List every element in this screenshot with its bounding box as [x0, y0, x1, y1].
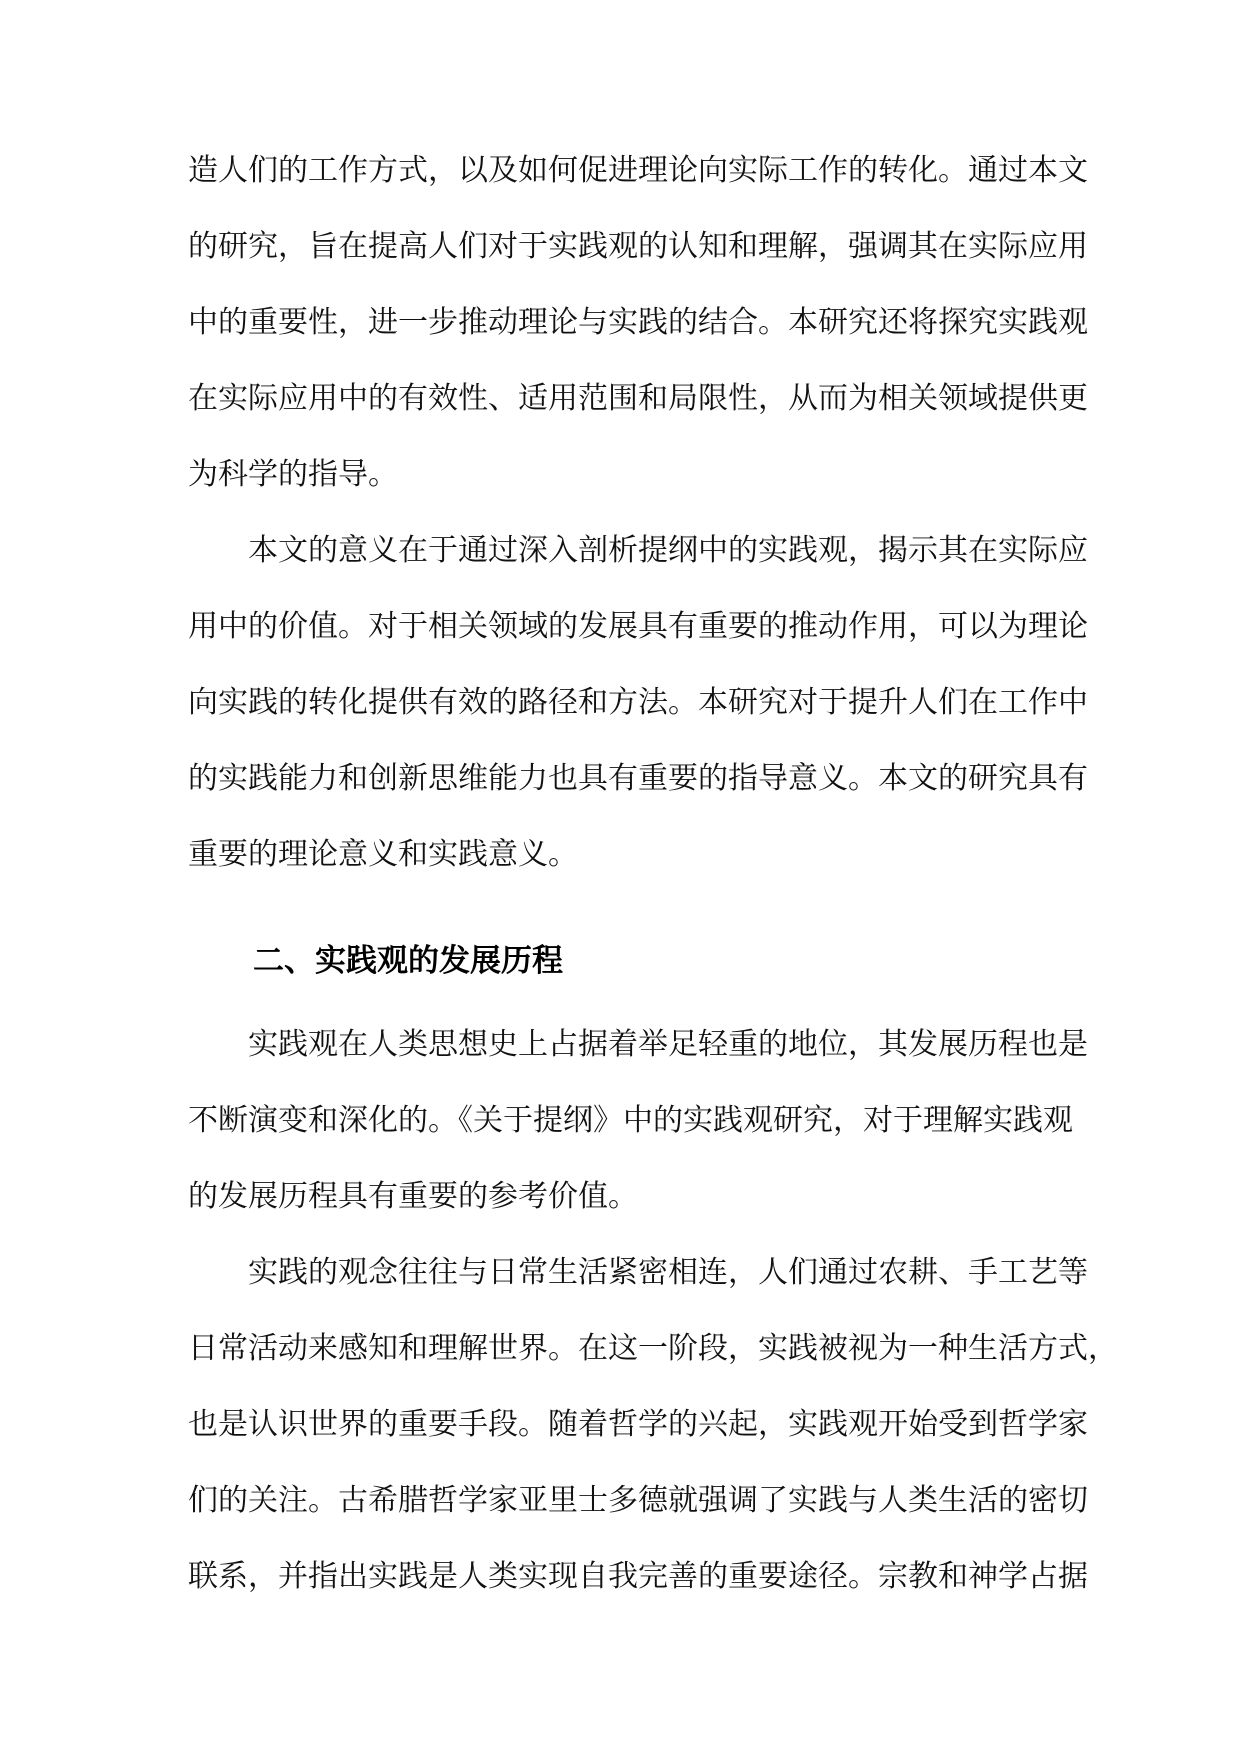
paragraph-1-line-2: 的研究，旨在提高人们对于实践观的认知和理解，强调其在实际应用: [188, 229, 1088, 264]
paragraph-4-line-5: 联系，并指出实践是人类实现自我完善的重要途径。宗教和神学占据: [188, 1559, 1088, 1594]
paragraph-4-line-3: 也是认识世界的重要手段。随着哲学的兴起，实践观开始受到哲学家: [188, 1407, 1088, 1442]
paragraph-3-line-2: 不断演变和深化的。《关于提纲》中的实践观研究，对于理解实践观: [188, 1103, 1073, 1138]
paragraph-2-line-5: 重要的理论意义和实践意义。: [188, 837, 578, 872]
paragraph-1-line-1: 造人们的工作方式，以及如何促进理论向实际工作的转化。通过本文: [188, 153, 1088, 188]
section-heading: 二、实践观的发展历程: [253, 943, 563, 979]
paragraph-3-line-1: 实践观在人类思想史上占据着举足轻重的地位，其发展历程也是: [248, 1027, 1088, 1062]
paragraph-3-line-3: 的发展历程具有重要的参考价值。: [188, 1179, 638, 1214]
paragraph-2-line-3: 向实践的转化提供有效的路径和方法。本研究对于提升人们在工作中: [188, 685, 1088, 720]
paragraph-4-line-4: 们的关注。古希腊哲学家亚里士多德就强调了实践与人类生活的密切: [188, 1483, 1088, 1518]
paragraph-4-line-2: 日常活动来感知和理解世界。在这一阶段，实践被视为一种生活方式，: [188, 1331, 1118, 1366]
paragraph-2-line-2: 用中的价值。对于相关领域的发展具有重要的推动作用，可以为理论: [188, 609, 1088, 644]
paragraph-1-line-4: 在实际应用中的有效性、适用范围和局限性，从而为相关领域提供更: [188, 381, 1088, 416]
paragraph-1-line-5: 为科学的指导。: [188, 457, 398, 492]
paragraph-2-line-1: 本文的意义在于通过深入剖析提纲中的实践观，揭示其在实际应: [248, 533, 1088, 568]
paragraph-2-line-4: 的实践能力和创新思维能力也具有重要的指导意义。本文的研究具有: [188, 761, 1088, 796]
paragraph-4-line-1: 实践的观念往往与日常生活紧密相连，人们通过农耕、手工艺等: [248, 1255, 1088, 1290]
paragraph-1-line-3: 中的重要性，进一步推动理论与实践的结合。本研究还将探究实践观: [188, 305, 1088, 340]
